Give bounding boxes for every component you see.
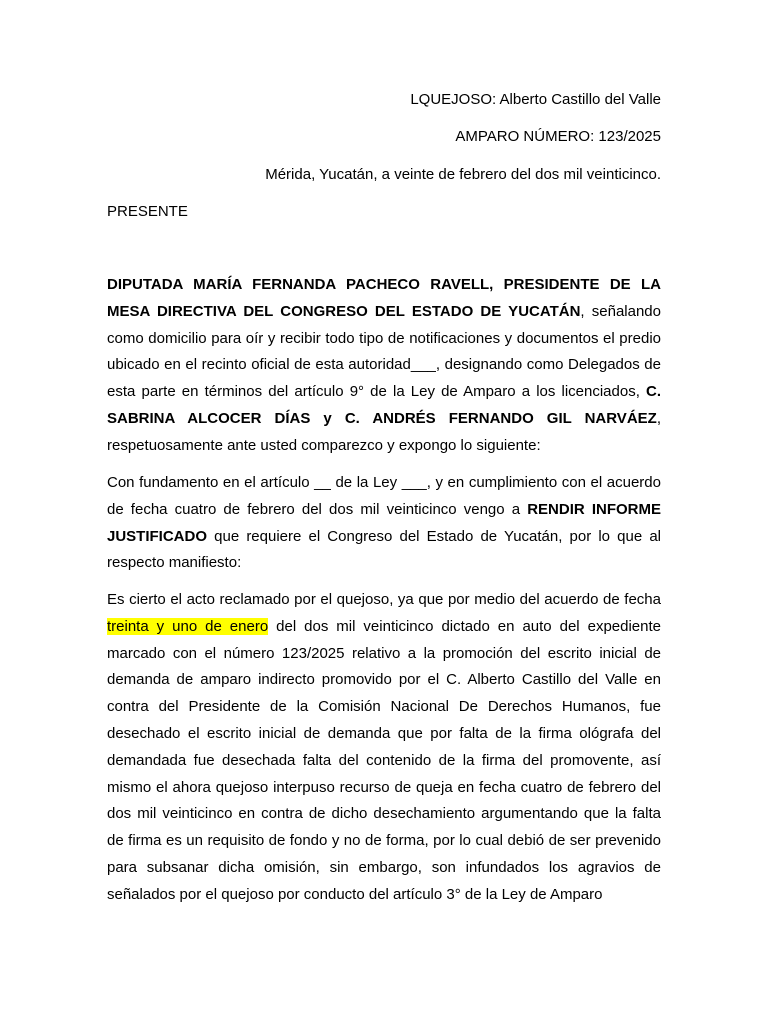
paragraph1-text-b: , respetuosamente ante usted comparezco y expongo lo siguiente: <box>107 409 661 454</box>
paragraph2-text-b: que requiere el Congreso del Estado de Yucatán, por lo que al respecto manifiesto: <box>107 527 661 572</box>
quejoso-line: LQUEJOSO: Alberto Castillo del Valle <box>410 91 661 108</box>
paragraph2-text-a: Con fundamento en el artículo __ de la Ley ___, y en cumplimiento con el acuerdo de fecha cuatro de febrero del dos mil veinticinco vengo a <box>107 474 661 518</box>
presente-heading: PRESENTE <box>107 203 188 220</box>
paragraph3-text-b: del dos mil veinticinco dictado en auto del expediente marcado con el número 123/2025 relativo a la promoción del escrito inicial de demanda de amparo indirecto promovido por el C. Alberto Castillo del Valle en contra del Presidente de la Comisión Nacional De Derechos Humanos, fue desechado el escrito inicial de demanda que por falta de la firma ológrafa del demandada fue desechada falta del contenido de la firma del promovente, así mismo el ahora quejoso interpuso recurso de queja en fecha cuatro de febrero del dos mil veinticinco en contra de dicho desechamiento argumentando que la falta de firma es un requisito de fondo y no de forma, por lo cual debió de ser prevenido para subsanar dicha omisión, sin embargo, son infundados los agravios de señalados por el quejoso por conducto del artículo 3° de la Ley de Amparo <box>107 617 661 903</box>
paragraph1-text-a: , señalando como domicilio para oír y recibir todo tipo de notificaciones y documentos el predio ubicado en el recinto oficial de esta autoridad___, designando como Delegados de esta parte en términos del artículo 9° de la Ley de Amparo a los licenciados, <box>107 302 661 401</box>
amparo-number-line: AMPARO NÚMERO: 123/2025 <box>455 128 661 145</box>
highlighted-date: treinta y uno de enero <box>107 617 269 635</box>
place-date-line: Mérida, Yucatán, a veinte de febrero del dos mil veinticinco. <box>265 166 661 183</box>
paragraph-acto-reclamado <box>107 587 661 909</box>
delegates-names-bold: C. SABRINA ALCOCER DÍAS y C. ANDRÉS FERNANDO GIL NARVÁEZ <box>107 383 661 427</box>
authority-name-bold: DIPUTADA MARÍA FERNANDA PACHECO RAVELL, PRESIDENTE DE LA MESA DIRECTIVA DEL CONGRESO DEL ESTADO DE YUCATÁN <box>107 276 661 320</box>
paragraph-comparecencia <box>107 272 661 460</box>
paragraph-fundamento <box>107 470 661 577</box>
rendir-informe-bold: RENDIR INFORME JUSTIFICADO <box>107 500 661 545</box>
paragraph3-text-a: Es cierto el acto reclamado por el quejoso, ya que por medio del acuerdo de fecha <box>107 591 661 608</box>
